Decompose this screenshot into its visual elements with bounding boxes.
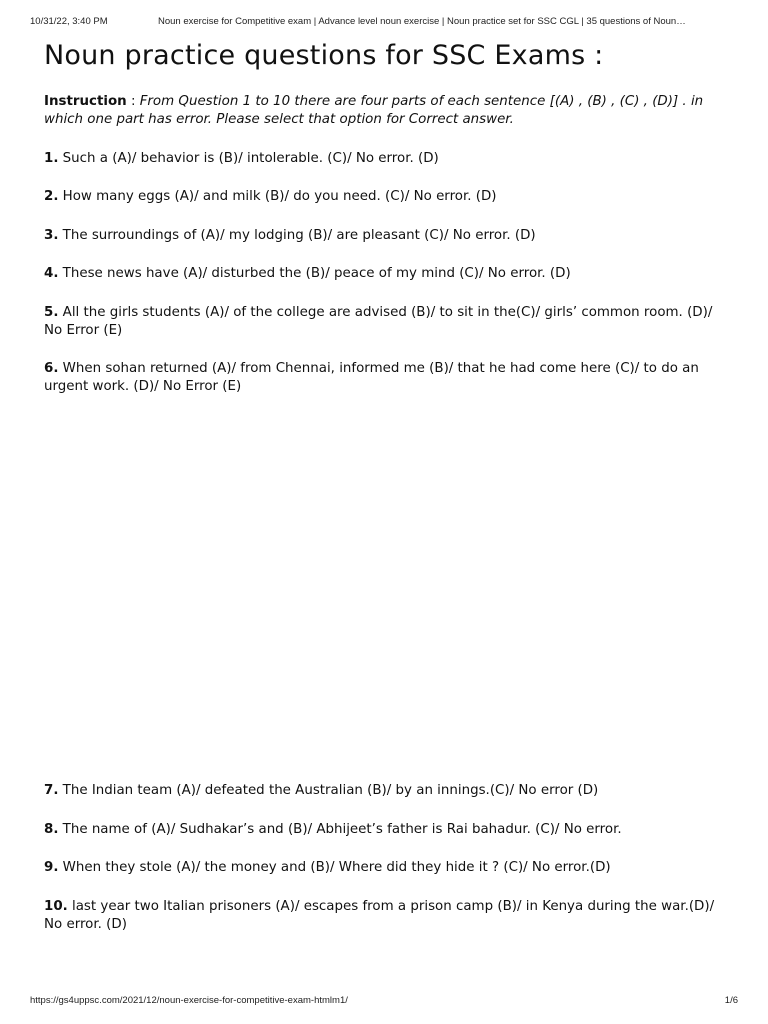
question-text: All the girls students (A)/ of the college are advised (B)/ to sit in the(C)/ girls’ common room. (D)/ No Error (E) <box>44 305 713 338</box>
question-text: How many eggs (A)/ and milk (B)/ do you need. (C)/ No error. (D) <box>58 189 497 204</box>
instruction-text: From Question 1 to 10 there are four parts of each sentence [(A) , (B) , (C) , (D)] . in which one part has error. Please select that option for Correct answer. <box>44 94 704 127</box>
instruction-separator: : <box>126 94 140 109</box>
question-text: These news have (A)/ disturbed the (B)/ peace of my mind (C)/ No error. (D) <box>58 266 571 281</box>
print-datetime: 10/31/22, 3:40 PM <box>30 16 108 27</box>
page-number: 1/6 <box>724 995 738 1006</box>
question-number: 8. <box>44 822 59 837</box>
question-number: 5. <box>44 305 59 320</box>
print-doc-title: Noun exercise for Competitive exam | Advance level noun exercise | Noun practice set for SSC CGL | 35 questions of Noun… <box>158 16 686 27</box>
question-number: 9. <box>44 860 59 875</box>
question-8 <box>44 821 734 839</box>
page-title: Noun practice questions for SSC Exams : <box>44 40 604 71</box>
question-10 <box>44 898 734 934</box>
question-number: 10. <box>44 899 68 914</box>
question-9 <box>44 859 734 877</box>
question-number: 6. <box>44 361 59 376</box>
question-2 <box>44 188 734 206</box>
instruction-label: Instruction <box>44 94 127 109</box>
question-text: The Indian team (A)/ defeated the Australian (B)/ by an innings.(C)/ No error (D) <box>58 783 599 798</box>
question-3 <box>44 227 734 245</box>
question-text: The name of (A)/ Sudhakar’s and (B)/ Abhijeet’s father is Rai bahadur. (C)/ No error. <box>58 822 622 837</box>
question-text: When they stole (A)/ the money and (B)/ Where did they hide it ? (C)/ No error.(D) <box>58 860 611 875</box>
question-number: 1. <box>44 151 59 166</box>
question-6 <box>44 360 734 396</box>
instruction-paragraph <box>44 93 734 129</box>
question-number: 4. <box>44 266 59 281</box>
print-header <box>30 16 738 30</box>
question-number: 7. <box>44 783 59 798</box>
question-number: 3. <box>44 228 59 243</box>
print-footer <box>30 995 738 1009</box>
question-4 <box>44 265 734 283</box>
question-1 <box>44 150 734 168</box>
question-number: 2. <box>44 189 59 204</box>
question-text: Such a (A)/ behavior is (B)/ intolerable. (C)/ No error. (D) <box>58 151 439 166</box>
question-text: The surroundings of (A)/ my lodging (B)/ are pleasant (C)/ No error. (D) <box>58 228 536 243</box>
question-text: last year two Italian prisoners (A)/ escapes from a prison camp (B)/ in Kenya during the war.(D)/ No error. (D) <box>44 899 715 932</box>
print-url[interactable]: https://gs4uppsc.com/2021/12/noun-exercise-for-competitive-exam-htmlm1/ <box>30 995 348 1006</box>
question-5 <box>44 304 734 340</box>
question-7 <box>44 782 734 800</box>
question-text: When sohan returned (A)/ from Chennai, informed me (B)/ that he had come here (C)/ to do an urgent work. (D)/ No Error (E) <box>44 361 699 394</box>
